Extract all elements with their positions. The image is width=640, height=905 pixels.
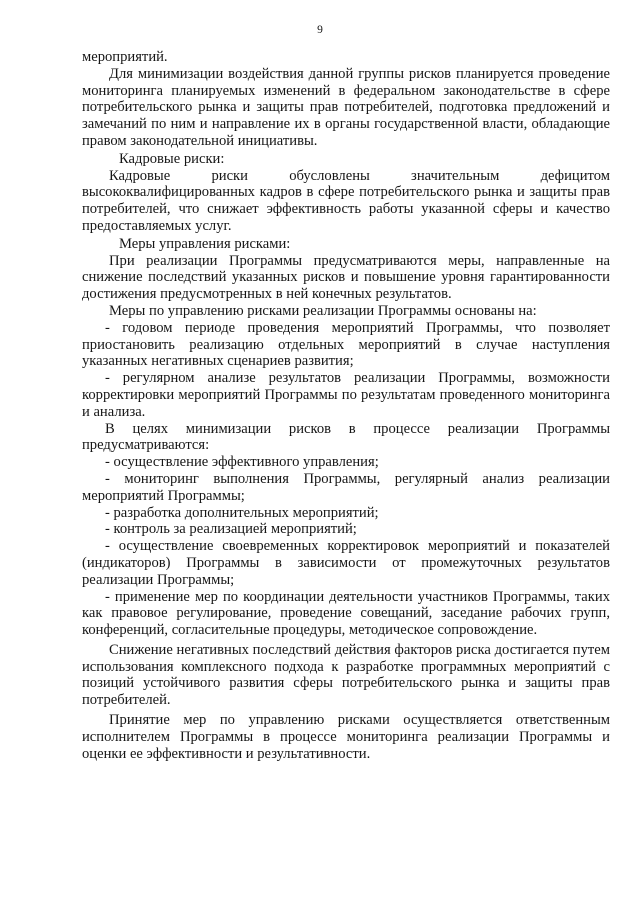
paragraph-responsible-executor: Принятие мер по управлению рисками осуществляется ответственным исполнителем Программы в процессе мониторинга реализации Программы и оценки ее эффективности и результативности. [82,712,610,762]
paragraph-risk-minimization: Для минимизации воздействия данной группы рисков планируется проведение мониторинга планируемых изменений в федеральном законодательстве в сфере потребительского рынка и защиты прав потребителей, подготовка предложений и замечаний по ним и направление их в органы государственной власти, обладающие правом законодательной инициативы. [82,65,610,149]
list-item: - разработка дополнительных мероприятий; [105,504,379,521]
page-number: 9 [317,24,323,36]
list-item: - осуществление своевременных корректировок мероприятий и показателей (индикаторов) Программы в зависимости от промежуточных результатов реализации Программы; [82,538,610,588]
list-item: - регулярном анализе результатов реализации Программы, возможности корректировки мероприятий Программы по результатам проведенного мониторинга и анализа. [82,370,610,420]
paragraph-minimization-intro: В целях минимизации рисков в процессе реализации Программы предусматриваются: [82,420,610,454]
heading-personnel-risks: Кадровые риски: [119,150,225,167]
list-item: - осуществление эффективного управления; [105,454,379,471]
list-item: - контроль за реализацией мероприятий; [105,521,357,538]
paragraph-personnel-risks: Кадровые риски обусловлены значительным дефицитом высококвалифицированных кадров в сфере потребительского рынка и защиты прав потребителей, что снижает эффективность работы указанной сферы и качество предоставляемых услуг. [82,167,610,234]
heading-risk-management: Меры управления рисками: [119,235,291,252]
list-item: - применение мер по координации деятельности участников Программы, таких как правовое регулирование, проведение совещаний, заседание рабочих групп, конференций, согласительные процедуры, методическое сопровождение. [82,588,610,639]
paragraph-measures-basis: Меры по управлению рисками реализации Программы основаны на: [109,302,537,319]
paragraph-negative-consequences: Снижение негативных последствий действия факторов риска достигается путем использования комплексного подхода к разработке программных мероприятий с позиций устойчивого развития сферы потребительского рынка и защиты прав потребителей. [82,641,610,709]
paragraph-continuation: мероприятий. [82,49,168,65]
list-item: - годовом периоде проведения мероприятий Программы, что позволяет приостановить реализацию отдельных мероприятий в случае наступления указанных негативных сценариев развития; [82,319,610,370]
document-body [82,49,610,762]
paragraph-program-measures: При реализации Программы предусматриваются меры, направленные на снижение последствий указанных рисков и повышение уровня гарантированности достижения предусмотренных в ней конечных результатов. [82,252,610,303]
list-item: - мониторинг выполнения Программы, регулярный анализ реализации мероприятий Программы; [82,470,610,504]
